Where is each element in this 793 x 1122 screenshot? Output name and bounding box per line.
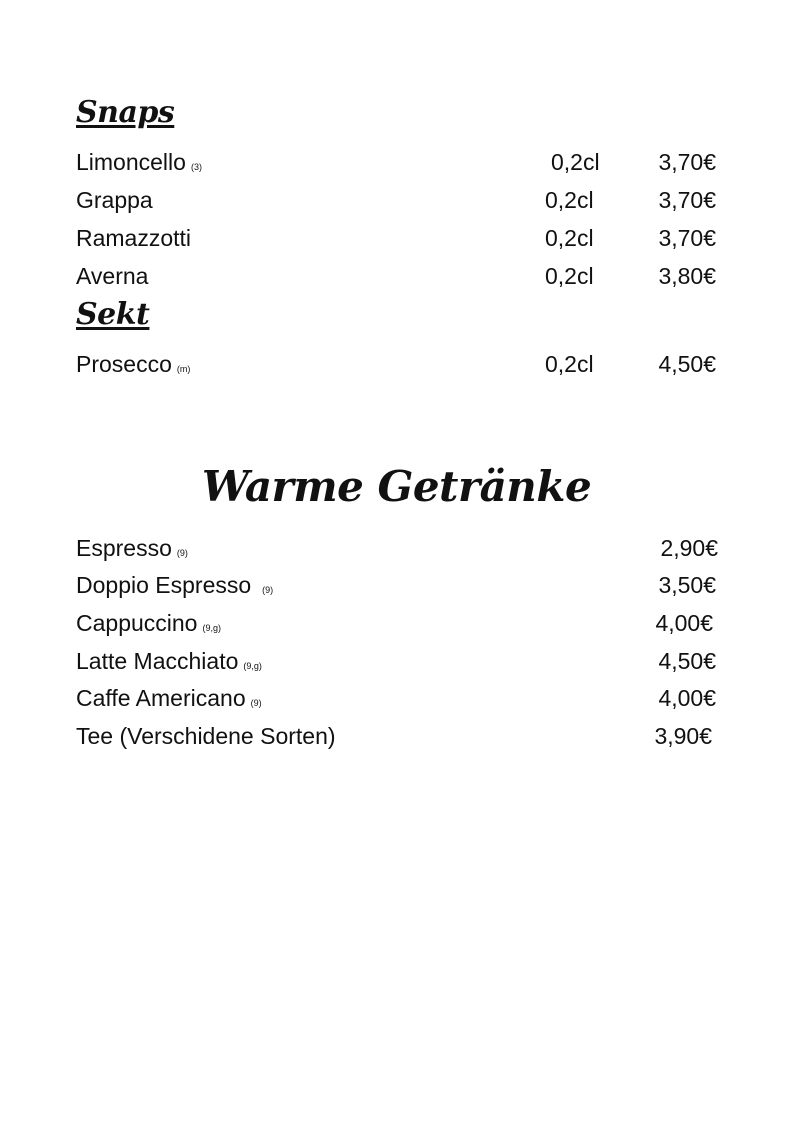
item-size: 0,2cl: [545, 351, 594, 377]
item-name: Cappuccino: [76, 610, 198, 636]
menu-item-ramazzotti: [76, 223, 716, 253]
item-allergen-note: (m): [176, 364, 191, 374]
menu-item-latte-macchiato: [76, 646, 716, 676]
item-name-wrap: [76, 533, 188, 568]
section-title-warme-getraenke: Warme Getränke: [201, 462, 592, 511]
item-name: Caffe Americano: [76, 685, 246, 711]
item-size: 0,2cl: [545, 225, 594, 251]
section-title-snaps: Snaps: [76, 95, 175, 130]
item-price: 2,90€: [660, 535, 718, 561]
item-size: 0,2cl: [551, 149, 600, 175]
item-allergen-note: (9): [176, 548, 188, 558]
section-title-sekt: Sekt: [76, 297, 150, 332]
item-name-wrap: [76, 261, 148, 291]
item-price: 3,70€: [658, 149, 716, 175]
menu-item-tee: [76, 721, 716, 751]
item-name-wrap: [76, 608, 221, 643]
item-name: Ramazzotti: [76, 225, 192, 251]
item-name: Doppio Espresso: [76, 572, 252, 598]
item-name: Averna: [76, 263, 149, 289]
item-price: 3,70€: [658, 225, 716, 251]
item-price: 3,80€: [658, 263, 716, 289]
item-name-wrap: [76, 683, 262, 718]
item-name-wrap: [76, 721, 336, 751]
menu-item-grappa: [76, 185, 716, 215]
item-allergen-note: (3): [190, 162, 202, 172]
item-size: 0,2cl: [545, 263, 594, 289]
item-name-wrap: [76, 349, 190, 384]
item-name: Limoncello: [76, 149, 186, 175]
menu-item-doppio-espresso: [76, 570, 716, 600]
menu-item-limoncello: [76, 147, 716, 177]
item-price: 4,00€: [655, 610, 713, 636]
item-allergen-note: (9,g): [243, 661, 262, 671]
item-name: Latte Macchiato: [76, 648, 239, 674]
item-name: Grappa: [76, 187, 153, 213]
item-price: 4,00€: [658, 685, 716, 711]
item-price: 3,50€: [658, 572, 716, 598]
item-name-wrap: [76, 223, 191, 253]
item-name: Prosecco: [76, 351, 172, 377]
item-name-wrap: [76, 147, 202, 182]
item-allergen-note: (9,g): [202, 623, 221, 633]
item-size: 0,2cl: [545, 187, 594, 213]
menu-item-prosecco: [76, 349, 716, 379]
menu-item-espresso: [76, 533, 716, 563]
item-name: Tee (Verschidene Sorten): [76, 723, 336, 749]
item-price: 3,70€: [658, 187, 716, 213]
menu-item-cappuccino: [76, 608, 716, 638]
menu-item-caffe-americano: [76, 683, 716, 713]
item-price: 3,90€: [654, 723, 712, 749]
menu-item-averna: [76, 261, 716, 291]
item-price: 4,50€: [658, 351, 716, 377]
item-price: 4,50€: [658, 648, 716, 674]
item-name: Espresso: [76, 535, 172, 561]
item-name-wrap: [76, 570, 273, 605]
item-allergen-note: (9): [262, 585, 274, 595]
item-name-wrap: [76, 646, 262, 681]
item-name-wrap: [76, 185, 153, 215]
item-allergen-note: (9): [250, 698, 262, 708]
